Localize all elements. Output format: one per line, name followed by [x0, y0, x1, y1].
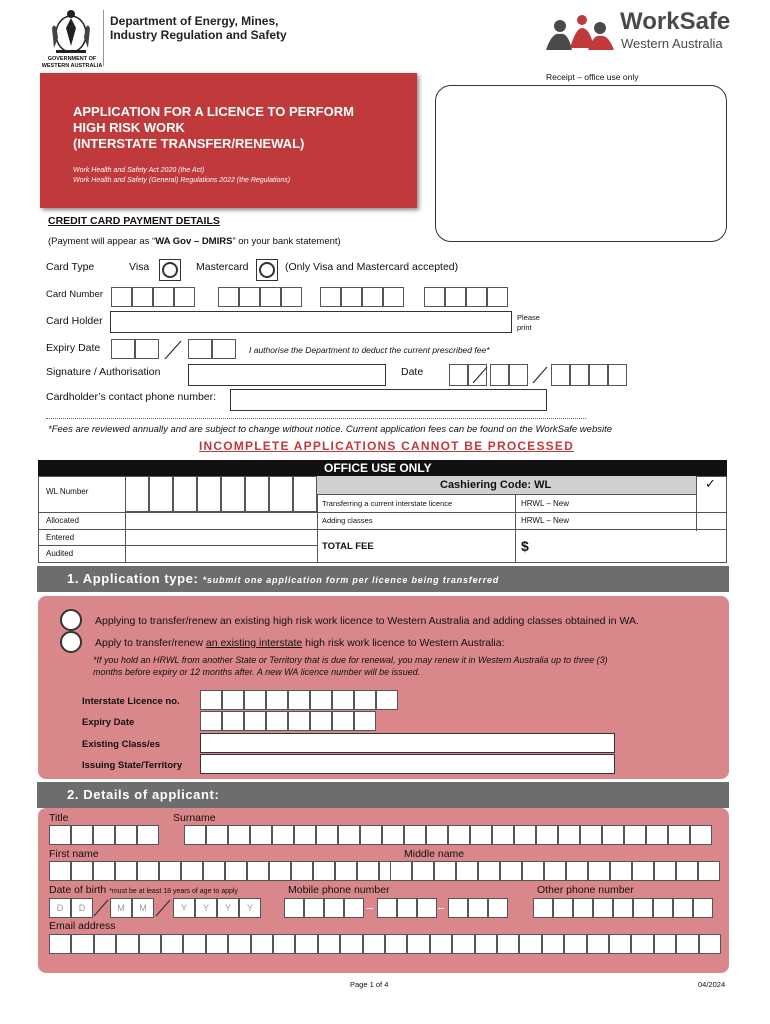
wl-number-cell[interactable]: [293, 476, 317, 512]
section1-header: [37, 566, 729, 592]
section2-title: 2. Details of applicant:: [67, 787, 220, 802]
card-number-cell[interactable]: [281, 287, 302, 307]
office-col-line-4: [125, 512, 126, 563]
receipt-box: [435, 85, 727, 242]
email-cell[interactable]: [318, 934, 340, 954]
worksafe-logo-icon: [542, 10, 616, 54]
card-number-cell[interactable]: [424, 287, 445, 307]
first-name-cell[interactable]: [291, 861, 313, 881]
email-cell[interactable]: [452, 934, 474, 954]
card-number-cell[interactable]: [132, 287, 153, 307]
first-name-cell[interactable]: [313, 861, 335, 881]
phone-label: Cardholder’s contact phone number:: [46, 391, 217, 403]
issuing-input[interactable]: [200, 754, 615, 774]
email-cell[interactable]: [363, 934, 385, 954]
payment-heading: CREDIT CARD PAYMENT DETAILS: [48, 215, 220, 227]
card-number-cell[interactable]: [466, 287, 487, 307]
middle-name-cell[interactable]: [632, 861, 654, 881]
hrwl-new-2: HRWL – New: [521, 516, 570, 525]
mobile-cell[interactable]: [397, 898, 417, 918]
title-cell[interactable]: [49, 825, 71, 845]
email-cell[interactable]: [519, 934, 541, 954]
surname-cell[interactable]: [536, 825, 558, 845]
dob-cell[interactable]: Y: [239, 898, 261, 918]
interstate-licence-cell[interactable]: [200, 690, 222, 710]
office-row-line-2: [317, 529, 727, 530]
expiry-slash-icon: [160, 339, 186, 361]
wl-number-cell[interactable]: [173, 476, 197, 512]
card-number-cell[interactable]: [174, 287, 195, 307]
cashiering-row: [317, 476, 696, 495]
department-name: [110, 14, 287, 42]
expiry-month-cell-2[interactable]: [135, 339, 159, 359]
form-title-line-3: (INTERSTATE TRANSFER/RENEWAL): [73, 136, 305, 151]
audited-label: Audited: [46, 549, 74, 558]
middle-name-cell[interactable]: [566, 861, 588, 881]
section1-title: [67, 571, 499, 586]
email-cell[interactable]: [609, 934, 631, 954]
other-phone-cell[interactable]: [573, 898, 593, 918]
fees-note: *Fees are reviewed annually and are subject to change without notice. Current application fees can be found on the WorkSafe website: [48, 424, 613, 435]
mastercard-label: Mastercard: [196, 261, 249, 273]
title-cell[interactable]: [137, 825, 159, 845]
s1-expiry-cell[interactable]: [354, 711, 376, 731]
dob-cell[interactable]: Y: [173, 898, 195, 918]
office-use-header: [38, 460, 727, 476]
middle-name-cell[interactable]: [676, 861, 698, 881]
card-number-cell[interactable]: [260, 287, 281, 307]
option2-post: high risk work licence to Western Australia:: [302, 637, 505, 649]
middle-name-cell[interactable]: [412, 861, 434, 881]
expiry-label: Expiry Date: [46, 342, 101, 354]
email-cell[interactable]: [139, 934, 161, 954]
cashiering-code: Cashiering Code: WL: [440, 479, 552, 491]
interstate-licence-cell[interactable]: [310, 690, 332, 710]
expiry-year-cell-1[interactable]: [188, 339, 212, 359]
card-number-cell[interactable]: [111, 287, 132, 307]
regs-reference: Work Health and Safety (General) Regulations 2022 (the Regulations): [73, 177, 291, 184]
surname-cell[interactable]: [448, 825, 470, 845]
mobile-cell[interactable]: [284, 898, 304, 918]
title-cell[interactable]: [93, 825, 115, 845]
middle-name-cell[interactable]: [522, 861, 544, 881]
card-number-cell[interactable]: [239, 287, 260, 307]
dob-note: *must be at least 18 years of age to apply: [109, 888, 238, 895]
s1-expiry-cell[interactable]: [200, 711, 222, 731]
worksafe-brand-sub: Western Australia: [621, 36, 723, 51]
renewal-note-line-1: *If you hold an HRWL from another State or Territory that is due for renewal, you may renew it in Western Australia up to three (3): [93, 655, 608, 665]
email-cell[interactable]: [295, 934, 317, 954]
email-cell[interactable]: [228, 934, 250, 954]
surname-cell[interactable]: [360, 825, 382, 845]
please-print-note: [517, 313, 540, 333]
mobile-cell[interactable]: [344, 898, 364, 918]
surname-cell[interactable]: [558, 825, 580, 845]
email-cell[interactable]: [273, 934, 295, 954]
surname-cell[interactable]: [646, 825, 668, 845]
wl-number-label: WL Number: [46, 487, 89, 496]
mobile-cell[interactable]: [468, 898, 488, 918]
classes-input[interactable]: [200, 733, 615, 753]
email-cell[interactable]: [206, 934, 228, 954]
hrwl-new-1: HRWL – New: [521, 499, 570, 508]
phone-dash: [438, 908, 444, 909]
visa-checkbox[interactable]: [159, 259, 181, 281]
s1-expiry-cell[interactable]: [332, 711, 354, 731]
date-label: Date: [401, 366, 424, 378]
date-slash-icon: [153, 898, 173, 923]
surname-cell[interactable]: [514, 825, 536, 845]
mobile-cell[interactable]: [448, 898, 468, 918]
other-phone-cell[interactable]: [693, 898, 713, 918]
mobile-cell[interactable]: [417, 898, 437, 918]
wl-number-cell[interactable]: [269, 476, 293, 512]
phone-dash: [367, 908, 373, 909]
first-name-cell[interactable]: [115, 861, 137, 881]
sig-date-year-cell[interactable]: [608, 364, 627, 386]
receipt-label: Receipt – office use only: [546, 72, 639, 82]
sig-date-year-cell[interactable]: [551, 364, 570, 386]
gov-line-1: GOVERNMENT OF: [47, 56, 97, 62]
middle-name-cell[interactable]: [478, 861, 500, 881]
surname-cell[interactable]: [206, 825, 228, 845]
email-cell[interactable]: [564, 934, 586, 954]
s1-expiry-cell[interactable]: [310, 711, 332, 731]
other-phone-cell[interactable]: [633, 898, 653, 918]
dob-cell[interactable]: D: [71, 898, 93, 918]
middle-name-label: Middle name: [404, 848, 465, 860]
mobile-cell[interactable]: [324, 898, 344, 918]
transferring-label: Transferring a current interstate licence: [322, 499, 453, 508]
issuing-label: Issuing State/Territory: [82, 760, 183, 771]
s1-expiry-cell[interactable]: [288, 711, 310, 731]
office-row-line-1: [317, 512, 727, 513]
wl-number-cell[interactable]: [149, 476, 173, 512]
renewal-note-line-2: months before expiry or 12 months after. A new WA licence number will be issued.: [93, 667, 421, 677]
interstate-licence-cell[interactable]: [376, 690, 398, 710]
middle-name-cell[interactable]: [500, 861, 522, 881]
interstate-no-label: Interstate Licence no.: [82, 696, 180, 707]
title-block: [40, 73, 417, 208]
other-phone-cell[interactable]: [533, 898, 553, 918]
mobile-cell[interactable]: [488, 898, 508, 918]
classes-label: Existing Class/es: [82, 739, 161, 750]
s1-expiry-label: Expiry Date: [82, 717, 135, 728]
surname-cell[interactable]: [602, 825, 624, 845]
sig-date-month-cell[interactable]: [490, 364, 509, 386]
s1-expiry-cell[interactable]: [266, 711, 288, 731]
surname-cell[interactable]: [690, 825, 712, 845]
card-number-cell[interactable]: [320, 287, 341, 307]
surname-cell[interactable]: [338, 825, 360, 845]
sig-date-year-cell[interactable]: [589, 364, 608, 386]
date-slash-icon: [470, 365, 490, 390]
dob-cell[interactable]: M: [110, 898, 132, 918]
email-cell[interactable]: [161, 934, 183, 954]
email-cell[interactable]: [676, 934, 698, 954]
section1-subtitle: *submit one application form per licence being transferred: [202, 575, 500, 585]
sig-date-month-cell[interactable]: [509, 364, 528, 386]
worksafe-brand-name: WorkSafe: [620, 8, 731, 35]
first-name-cell[interactable]: [137, 861, 159, 881]
option1-radio[interactable]: [60, 609, 82, 631]
office-row-line-5: [38, 545, 317, 546]
phone-input[interactable]: [230, 389, 547, 411]
card-number-cell[interactable]: [383, 287, 404, 307]
email-cell[interactable]: [631, 934, 653, 954]
surname-cell[interactable]: [470, 825, 492, 845]
email-cell[interactable]: [94, 934, 116, 954]
expiry-month-cell-1[interactable]: [111, 339, 135, 359]
total-fee-dollar: $: [521, 538, 529, 554]
other-phone-cell[interactable]: [613, 898, 633, 918]
email-cell[interactable]: [497, 934, 519, 954]
entered-label: Entered: [46, 533, 75, 542]
mobile-cell[interactable]: [304, 898, 324, 918]
print-note: print: [517, 323, 532, 332]
card-number-cell[interactable]: [341, 287, 362, 307]
card-number-cell[interactable]: [362, 287, 383, 307]
s1-expiry-cell[interactable]: [222, 711, 244, 731]
dob-label: [49, 884, 238, 896]
adding-classes-label: Adding classes: [322, 516, 373, 525]
surname-label: Surname: [173, 812, 216, 824]
first-name-cell[interactable]: [71, 861, 93, 881]
section1-title-text: 1. Application type:: [67, 571, 199, 586]
middle-name-cell[interactable]: [390, 861, 412, 881]
email-cell[interactable]: [475, 934, 497, 954]
surname-cell[interactable]: [580, 825, 602, 845]
office-row-line-3: [38, 512, 317, 513]
interstate-licence-cell[interactable]: [222, 690, 244, 710]
surname-cell[interactable]: [272, 825, 294, 845]
option2-mid: an existing interstate: [205, 637, 303, 649]
first-name-cell[interactable]: [247, 861, 269, 881]
payment-note-bold: WA Gov – DMIRS: [155, 236, 233, 247]
form-title-line-2: HIGH RISK WORK: [73, 120, 185, 135]
expiry-year-cell-2[interactable]: [212, 339, 236, 359]
form-title-line-1: APPLICATION FOR A LICENCE TO PERFORM: [73, 104, 354, 119]
office-col-line: [696, 476, 697, 531]
surname-cell[interactable]: [184, 825, 206, 845]
surname-cell[interactable]: [228, 825, 250, 845]
signature-label: Signature / Authorisation: [46, 366, 161, 378]
first-name-cell[interactable]: [335, 861, 357, 881]
surname-cell[interactable]: [426, 825, 448, 845]
email-cell[interactable]: [699, 934, 721, 954]
dob-cell[interactable]: Y: [217, 898, 239, 918]
card-holder-input[interactable]: [110, 311, 512, 333]
allocated-label: Allocated: [46, 516, 79, 525]
email-label: Email address: [49, 920, 116, 932]
email-cell[interactable]: [251, 934, 273, 954]
s1-expiry-cell[interactable]: [244, 711, 266, 731]
first-name-cell[interactable]: [357, 861, 379, 881]
first-name-label: First name: [49, 848, 99, 860]
first-name-cell[interactable]: [269, 861, 291, 881]
email-cell[interactable]: [654, 934, 676, 954]
card-number-cell[interactable]: [487, 287, 508, 307]
card-holder-label: Card Holder: [46, 315, 103, 327]
header-divider: [103, 10, 104, 66]
interstate-licence-cell[interactable]: [288, 690, 310, 710]
card-number-cell[interactable]: [218, 287, 239, 307]
surname-cell[interactable]: [404, 825, 426, 845]
wl-number-cell[interactable]: [221, 476, 245, 512]
email-cell[interactable]: [385, 934, 407, 954]
interstate-licence-cell[interactable]: [332, 690, 354, 710]
payment-note-post: ” on your bank statement): [232, 236, 341, 247]
other-phone-cell[interactable]: [593, 898, 613, 918]
option2-radio[interactable]: [60, 631, 82, 653]
first-name-cell[interactable]: [93, 861, 115, 881]
middle-name-cell[interactable]: [654, 861, 676, 881]
surname-cell[interactable]: [294, 825, 316, 845]
authorise-text: I authorise the Department to deduct the current prescribed fee*: [249, 345, 490, 355]
other-phone-cell[interactable]: [653, 898, 673, 918]
other-phone-label: Other phone number: [537, 884, 634, 896]
dob-cell[interactable]: Y: [195, 898, 217, 918]
surname-cell[interactable]: [382, 825, 404, 845]
gov-label: [40, 56, 104, 70]
sig-date-day-cell[interactable]: [449, 364, 468, 386]
visa-label: Visa: [129, 261, 150, 273]
surname-cell[interactable]: [668, 825, 690, 845]
first-name-cell[interactable]: [159, 861, 181, 881]
wa-crest-logo: [46, 8, 96, 56]
middle-name-cell[interactable]: [610, 861, 632, 881]
surname-cell[interactable]: [492, 825, 514, 845]
interstate-licence-cell[interactable]: [244, 690, 266, 710]
email-cell[interactable]: [430, 934, 452, 954]
middle-name-cell[interactable]: [434, 861, 456, 881]
card-number-cell[interactable]: [153, 287, 174, 307]
surname-cell[interactable]: [624, 825, 646, 845]
middle-name-cell[interactable]: [544, 861, 566, 881]
middle-name-cell[interactable]: [698, 861, 720, 881]
title-cell[interactable]: [71, 825, 93, 845]
email-cell[interactable]: [49, 934, 71, 954]
email-cell[interactable]: [183, 934, 205, 954]
checkmark-icon: ✓: [705, 476, 716, 491]
other-phone-cell[interactable]: [673, 898, 693, 918]
interstate-licence-cell[interactable]: [266, 690, 288, 710]
renewal-note: [93, 654, 608, 678]
dob-cell[interactable]: D: [49, 898, 71, 918]
mastercard-checkbox[interactable]: [256, 259, 278, 281]
surname-cell[interactable]: [316, 825, 338, 845]
wl-number-cell[interactable]: [245, 476, 269, 512]
date-slash-icon: [530, 365, 550, 390]
first-name-cell[interactable]: [203, 861, 225, 881]
middle-name-cell[interactable]: [456, 861, 478, 881]
mobile-label: Mobile phone number: [288, 884, 390, 896]
card-type-label: Card Type: [46, 261, 95, 273]
mobile-cell[interactable]: [377, 898, 397, 918]
other-phone-cell[interactable]: [553, 898, 573, 918]
email-cell[interactable]: [71, 934, 93, 954]
middle-name-cell[interactable]: [588, 861, 610, 881]
email-cell[interactable]: [116, 934, 138, 954]
payment-note-pre: (Payment will appear as “: [48, 236, 156, 247]
office-use-title: OFFICE USE ONLY: [324, 461, 432, 475]
surname-cell[interactable]: [250, 825, 272, 845]
dept-line-1: Department of Energy, Mines,: [110, 14, 279, 28]
option1-text: Applying to transfer/renew an existing high risk work licence to Western Australia and adding classes obtained in WA.: [95, 615, 639, 627]
page-number: Page 1 of 4: [350, 980, 389, 989]
dob-cell[interactable]: M: [132, 898, 154, 918]
email-cell[interactable]: [407, 934, 429, 954]
office-row-line-4: [38, 529, 317, 530]
email-cell[interactable]: [542, 934, 564, 954]
email-cell[interactable]: [587, 934, 609, 954]
wl-number-cell[interactable]: [125, 476, 149, 512]
act-reference: Work Health and Safety Act 2020 (the Act): [73, 167, 205, 174]
dept-line-2: Industry Regulation and Safety: [110, 28, 287, 42]
form-version-date: 04/2024: [698, 980, 726, 989]
dob-text: Date of birth: [49, 884, 107, 896]
payment-note: [48, 236, 341, 247]
please-note: Please: [517, 313, 540, 322]
first-name-cell[interactable]: [225, 861, 247, 881]
card-number-cell[interactable]: [445, 287, 466, 307]
option2-text: [95, 637, 505, 649]
signature-input[interactable]: [188, 364, 386, 386]
option2-pre: Apply to transfer/renew: [95, 637, 206, 649]
gov-line-2: WESTERN AUSTRALIA: [41, 63, 103, 69]
first-name-cell[interactable]: [181, 861, 203, 881]
interstate-licence-cell[interactable]: [354, 690, 376, 710]
incomplete-warning: INCOMPLETE APPLICATIONS CANNOT BE PROCESSED: [199, 439, 574, 453]
card-number-label: Card Number: [46, 289, 104, 300]
dotted-divider: [46, 418, 586, 419]
title-cell[interactable]: [115, 825, 137, 845]
sig-date-year-cell[interactable]: [570, 364, 589, 386]
accepted-cards-note: (Only Visa and Mastercard accepted): [285, 261, 459, 273]
section2-header: [37, 782, 729, 808]
email-cell[interactable]: [340, 934, 362, 954]
wl-number-cell[interactable]: [197, 476, 221, 512]
title-label: Title: [49, 812, 69, 824]
total-fee-label: TOTAL FEE: [322, 541, 374, 552]
first-name-cell[interactable]: [49, 861, 71, 881]
